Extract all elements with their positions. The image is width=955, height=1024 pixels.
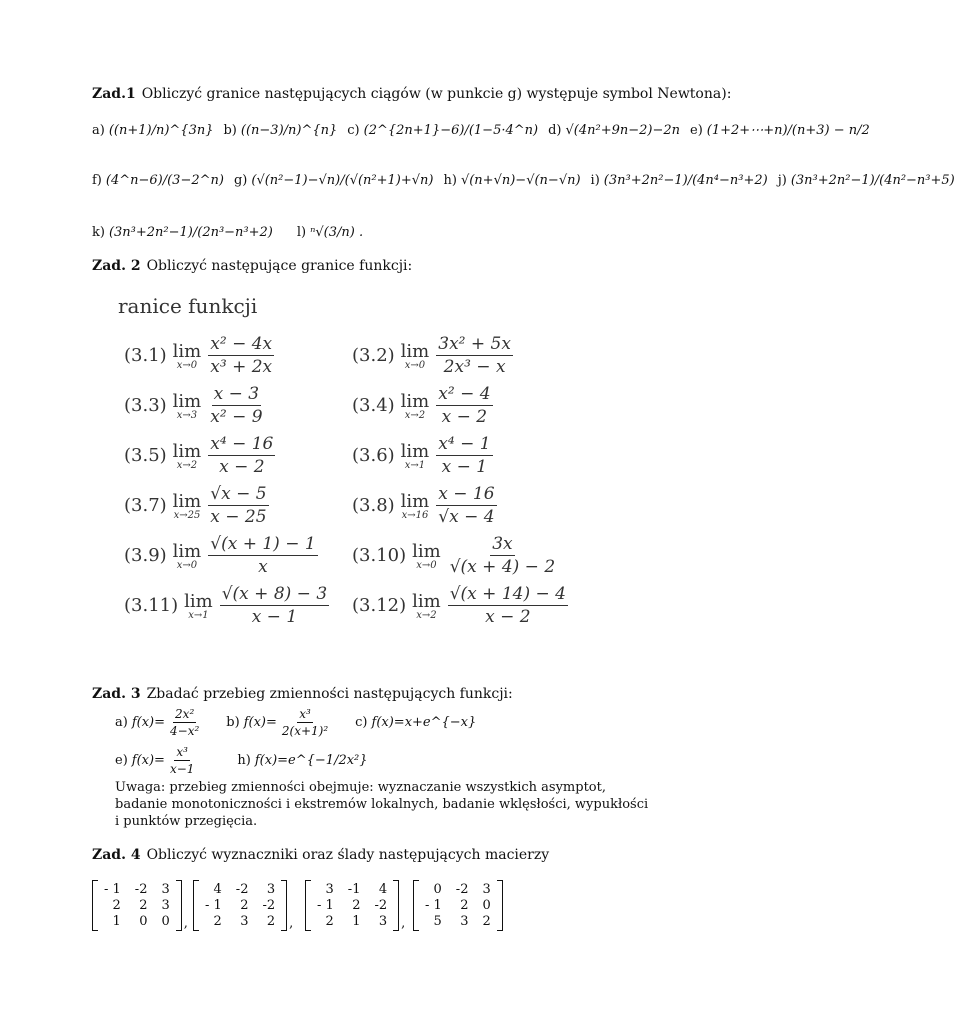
limit-fraction: $\frac{\text{x⁴ − 16}}{x - 2}$ bbox=[210, 434, 274, 477]
matrix-cell: -2 bbox=[262, 898, 276, 913]
zad1-item-expression: (√(n²−1)−√n)/(√(n²+1)+√n) bbox=[251, 172, 434, 188]
matrix-cell: 3 bbox=[161, 882, 170, 897]
zad1-heading bbox=[92, 86, 731, 102]
limit-fraction: $\frac{\text{x⁴ − 1}}{x - 1}$ bbox=[438, 434, 491, 477]
lim-operator: lim x→1 bbox=[184, 590, 213, 621]
matrix-cell: -2 bbox=[374, 898, 388, 913]
zad3-text: Zbadać przebieg zmienności następujących funkcji: bbox=[146, 686, 513, 702]
lim-operator: lim x→1 bbox=[400, 440, 430, 471]
matrix-cell: 2 bbox=[266, 914, 276, 929]
zad1-text: Obliczyć granice następujących ciągów (w punkcie g) występuje symbol Newtona): bbox=[141, 86, 732, 102]
limit-number: (3.9) bbox=[124, 545, 167, 566]
zad3-e-den: x−1 bbox=[169, 761, 195, 776]
matrix-grid bbox=[419, 880, 497, 931]
zad1-item-label: e) bbox=[690, 122, 703, 138]
zad1-item-expression: √(4n²+9n−2)−2n bbox=[565, 122, 681, 138]
limit-fraction: $\frac{√x - 5}{x - 25}$ bbox=[210, 484, 267, 527]
zad1-item-label: l) bbox=[296, 224, 307, 240]
matrix bbox=[305, 880, 407, 931]
matrix-cell: 2 bbox=[352, 898, 361, 913]
zad3-c-label: c) bbox=[355, 714, 368, 730]
limit-item bbox=[124, 484, 272, 527]
matrix-cell: 3 bbox=[240, 914, 249, 929]
zad3-e-frac bbox=[168, 745, 196, 776]
zad3-a-num: 2x² bbox=[175, 706, 195, 721]
matrix-cell: 5 bbox=[433, 914, 442, 929]
matrix-cell: -2 bbox=[134, 882, 148, 897]
zad3-a-lhs: f(x)= bbox=[131, 714, 166, 730]
zad2-heading bbox=[92, 258, 412, 274]
zad3-c-expr: f(x)=x+e^{−x} bbox=[371, 714, 477, 730]
matrix-cell: 4 bbox=[378, 882, 388, 897]
matrix-cell: 2 bbox=[139, 898, 148, 913]
matrix-cell: 3 bbox=[325, 882, 334, 897]
zad1-item-expression: (2^{2n+1}−6)/(1−5·4^n) bbox=[363, 122, 539, 138]
zad1-item-label: f) bbox=[92, 172, 102, 188]
zad3-e-lhs: f(x)= bbox=[131, 752, 165, 768]
matrix-cell: 1 bbox=[352, 914, 361, 929]
zad3-row2 bbox=[115, 742, 368, 778]
matrix-cell: - 1 bbox=[317, 898, 334, 913]
zad3-a-frac bbox=[168, 707, 201, 738]
zad1-item-label: j) bbox=[777, 172, 787, 188]
limit-fraction: $\frac{\text{3x² + 5x}}{\text{2x³ − x}}$ bbox=[438, 334, 511, 377]
limit-item bbox=[352, 334, 516, 377]
matrix-separator: , bbox=[401, 916, 406, 931]
zad1-item-label: b) bbox=[223, 122, 237, 138]
zad3-label: Zad. 3 bbox=[92, 686, 141, 702]
zad1-item-label: k) bbox=[92, 224, 105, 240]
matrix-cell: 2 bbox=[325, 914, 334, 929]
zad1-item-label: g) bbox=[233, 172, 248, 188]
zad3-a-label: a) bbox=[115, 714, 128, 730]
zad4-text: Obliczyć wyznaczniki oraz ślady następujących macierzy bbox=[146, 847, 550, 863]
zad4-heading bbox=[92, 847, 549, 863]
limit-number: (3.7) bbox=[124, 495, 167, 516]
matrix-cell: 2 bbox=[213, 914, 222, 929]
limit-fraction: $\frac{√(x + 8) - 3}{x - 1}$ bbox=[221, 584, 328, 627]
limit-item bbox=[352, 384, 496, 427]
limit-item bbox=[124, 384, 268, 427]
lim-operator: lim x→16 bbox=[400, 490, 430, 521]
matrix-cell: 0 bbox=[482, 898, 491, 913]
scan-title: ranice funkcji bbox=[118, 294, 258, 318]
matrix-grid bbox=[311, 880, 393, 931]
zad1-item-expression: (3n³+2n²−1)/(4n²−n³+5) bbox=[790, 172, 955, 188]
lim-operator: lim x→0 bbox=[172, 540, 202, 571]
limit-item bbox=[352, 584, 571, 627]
zad1-item-expression: ((n−3)/n)^{n} bbox=[240, 122, 338, 138]
zad1-item-expression: (3n³+2n²−1)/(4n⁴−n³+2) bbox=[603, 172, 768, 188]
limit-item bbox=[124, 434, 278, 477]
zad3-b-label: b) bbox=[226, 714, 240, 730]
lim-operator: lim x→0 bbox=[172, 340, 202, 371]
limit-number: (3.3) bbox=[124, 395, 167, 416]
limit-number: (3.1) bbox=[124, 345, 167, 366]
zad3-b-num: x³ bbox=[299, 706, 311, 721]
lim-operator: lim x→0 bbox=[412, 540, 441, 571]
matrix-cell: 0 bbox=[161, 914, 170, 929]
matrix-grid bbox=[199, 880, 281, 931]
lim-operator: lim x→25 bbox=[172, 490, 202, 521]
matrix-cell: 1 bbox=[112, 914, 121, 929]
matrix-cell: - 1 bbox=[425, 898, 442, 913]
matrix bbox=[413, 880, 503, 931]
matrix-cell: 3 bbox=[378, 914, 388, 929]
matrix-cell: -2 bbox=[235, 882, 249, 897]
limit-item bbox=[124, 334, 277, 377]
zad3-heading bbox=[92, 686, 513, 702]
zad1-row1 bbox=[92, 112, 870, 148]
matrix-cell: 2 bbox=[112, 898, 121, 913]
matrix-cell: 2 bbox=[482, 914, 491, 929]
matrix-cell: 3 bbox=[161, 898, 170, 913]
bracket-right bbox=[393, 880, 399, 931]
zad3-a-den: 4−x² bbox=[170, 723, 200, 738]
zad1-item-label: c) bbox=[347, 122, 360, 138]
matrix-cell: 3 bbox=[460, 914, 469, 929]
matrix-separator: , bbox=[289, 916, 294, 931]
bracket-right bbox=[497, 880, 503, 931]
limit-item bbox=[124, 534, 321, 577]
matrix bbox=[193, 880, 295, 931]
zad3-note: Uwaga: przebieg zmienności obejmuje: wyznaczanie wszystkich asymptot, badanie monotoniczności i ekstremów lokalnych, badanie wklęsłości, wypukłości i punktów przegięcia. bbox=[115, 780, 649, 829]
limit-item bbox=[352, 534, 560, 577]
zad1-item-expression: (3n³+2n²−1)/(2n³−n³+2) bbox=[108, 224, 273, 240]
limit-fraction: $\frac{√(x + 14) - 4}{x - 2}$ bbox=[449, 584, 566, 627]
zad3-b-frac bbox=[280, 707, 330, 738]
limit-number: (3.10) bbox=[352, 545, 407, 566]
zad3-e-label: e) bbox=[115, 752, 128, 768]
zad2-label: Zad. 2 bbox=[92, 258, 141, 274]
zad3-b-den: 2(x+1)² bbox=[281, 723, 329, 738]
matrix-grid bbox=[98, 880, 176, 931]
lim-operator: lim x→2 bbox=[400, 390, 430, 421]
bracket-right bbox=[176, 880, 182, 931]
matrix-cell: 3 bbox=[266, 882, 276, 897]
scanned-limits-image bbox=[110, 290, 580, 650]
limit-fraction: $\frac{x - 16}{√x - 4}$ bbox=[438, 484, 495, 527]
zad1-row3 bbox=[92, 214, 363, 250]
limit-item bbox=[352, 484, 500, 527]
matrix-cell: 0 bbox=[433, 882, 442, 897]
limit-item bbox=[124, 584, 332, 627]
zad1-item-label: h) bbox=[443, 172, 457, 188]
limit-item bbox=[352, 434, 496, 477]
limit-fraction: $\frac{3x}{√(x + 4) - 2}$ bbox=[449, 534, 556, 577]
lim-operator: lim x→2 bbox=[172, 440, 202, 471]
zad1-item-expression: √(n+√n)−√(n−√n) bbox=[460, 172, 581, 188]
lim-operator: lim x→3 bbox=[172, 390, 202, 421]
matrix-cell: 0 bbox=[139, 914, 148, 929]
zad1-label: Zad.1 bbox=[92, 86, 136, 102]
limit-number: (3.8) bbox=[352, 495, 395, 516]
matrix-cell: 3 bbox=[482, 882, 491, 897]
matrix-cell: - 1 bbox=[104, 882, 121, 897]
zad2-text: Obliczyć następujące granice funkcji: bbox=[146, 258, 413, 274]
matrix-cell: 2 bbox=[240, 898, 249, 913]
limit-number: (3.11) bbox=[124, 595, 179, 616]
zad3-row1 bbox=[115, 704, 476, 740]
matrix-cell: 4 bbox=[213, 882, 222, 897]
limit-number: (3.4) bbox=[352, 395, 395, 416]
limit-fraction: $\frac{√(x + 1) - 1}{x}$ bbox=[210, 534, 316, 577]
zad3-h-expr: f(x)=e^{−1/2x²} bbox=[254, 752, 368, 768]
zad3-e-num: x³ bbox=[176, 744, 188, 759]
zad3-b-lhs: f(x)= bbox=[243, 714, 277, 730]
zad1-item-expression: ⁿ√(3/n) . bbox=[310, 224, 364, 240]
matrix bbox=[92, 880, 190, 931]
lim-operator: lim x→2 bbox=[412, 590, 441, 621]
zad1-row2 bbox=[92, 162, 955, 198]
limit-fraction: $\frac{\text{x² − 4}}{x - 2}$ bbox=[438, 384, 491, 427]
zad1-item-expression: ((n+1)/n)^{3n} bbox=[108, 122, 214, 138]
matrix-cell: -2 bbox=[455, 882, 469, 897]
limit-fraction: $\frac{\text{x² − 4x}}{\text{x³ + 2x}}$ bbox=[210, 334, 273, 377]
limit-number: (3.12) bbox=[352, 595, 407, 616]
matrix-cell: - 1 bbox=[205, 898, 222, 913]
limit-number: (3.5) bbox=[124, 445, 167, 466]
zad1-item-label: d) bbox=[548, 122, 562, 138]
limit-number: (3.2) bbox=[352, 345, 395, 366]
lim-operator: lim x→0 bbox=[400, 340, 430, 371]
zad4-label: Zad. 4 bbox=[92, 847, 141, 863]
matrix-separator: , bbox=[183, 916, 188, 931]
limit-number: (3.6) bbox=[352, 445, 395, 466]
matrix-cell: -1 bbox=[347, 882, 361, 897]
zad1-item-label: a) bbox=[92, 122, 105, 138]
matrix-cell: 2 bbox=[460, 898, 469, 913]
zad1-item-expression: (4^n−6)/(3−2^n) bbox=[105, 172, 224, 188]
limit-fraction: $\frac{x - 3}{\text{x² − 9}}$ bbox=[210, 384, 263, 427]
zad1-item-label: i) bbox=[590, 172, 600, 188]
zad3-h-label: h) bbox=[237, 752, 251, 768]
bracket-right bbox=[281, 880, 287, 931]
zad1-item-expression: (1+2+⋯+n)/(n+3) − n/2 bbox=[706, 122, 870, 138]
